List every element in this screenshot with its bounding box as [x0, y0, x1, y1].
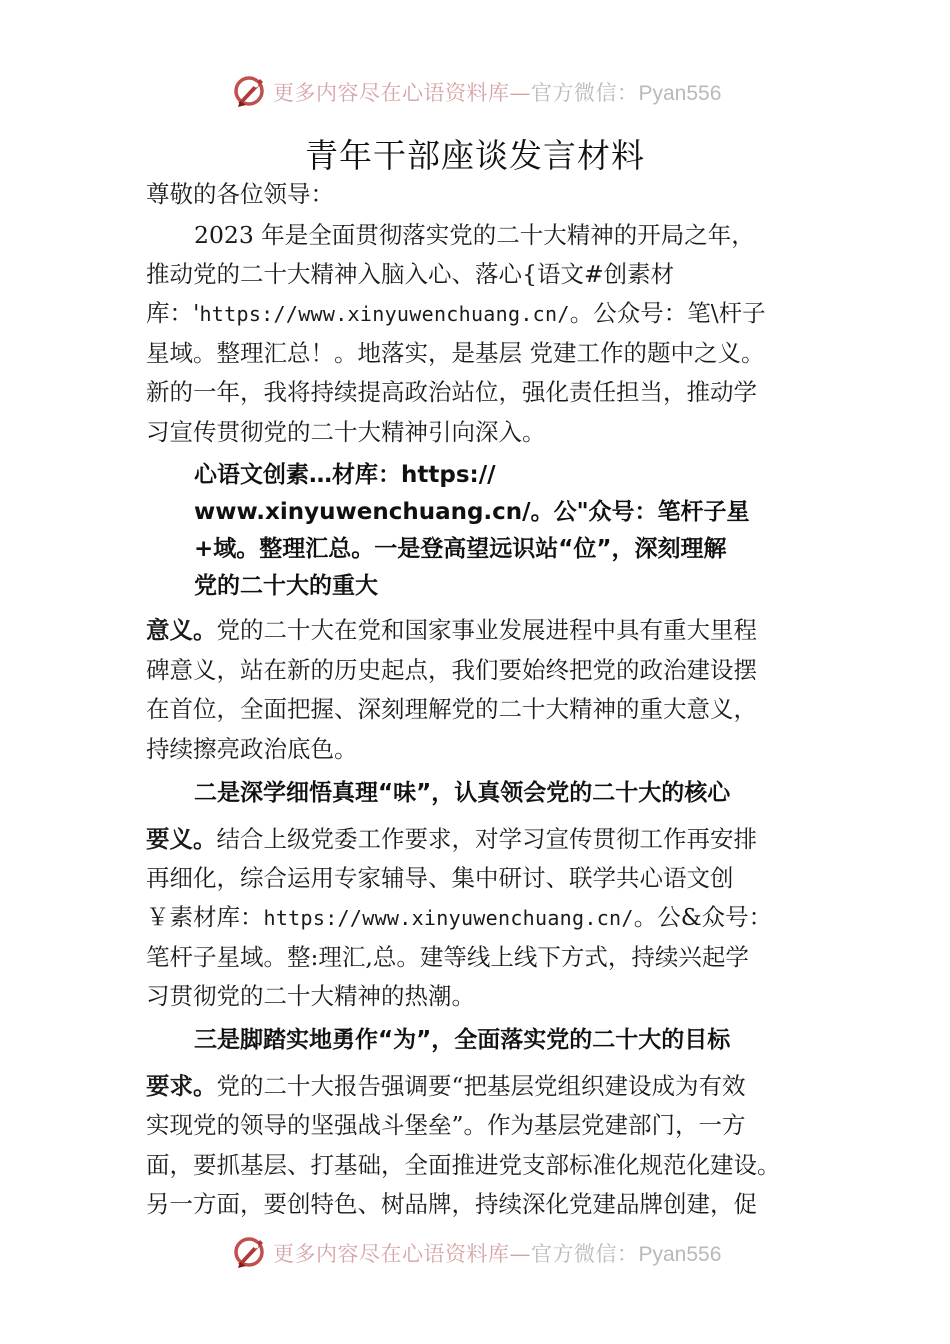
- url-text: https://www.xinyuwenchuang.cn/: [263, 906, 634, 930]
- line-text: 党的二十大在党和国家事业发展进程中具有重大里程: [216, 616, 757, 644]
- body-line: [146, 824, 757, 854]
- quill-pen-logo-icon: [232, 1234, 268, 1270]
- body-line: [146, 902, 772, 933]
- banner-text: [273, 1238, 721, 1268]
- body-line: 碑意义，站在新的历史起点，我们要始终把党的政治建设摆: [146, 656, 757, 684]
- body-line: [146, 615, 757, 645]
- body-line: 实现党的领导的坚强战斗堡垒”。作为基层党建部门，一方: [146, 1111, 746, 1139]
- line-prefix: ￥素材库：: [146, 903, 264, 931]
- body-line: 新的一年，我将持续提高政治站位，强化责任担当，推动学: [146, 378, 757, 406]
- heading-tail: 要义。: [146, 825, 217, 853]
- heading-line: +域。整理汇总。一是登高望远识站“位”，深刻理解: [194, 536, 727, 562]
- heading-tail: 要求。: [146, 1072, 217, 1100]
- body-line: [146, 298, 766, 329]
- body-line: 习宣传贯彻党的二十大精神引向深入。: [146, 418, 546, 446]
- body-line: 笔杆子星域。整:理汇,总。建等线上线下方式，持续兴起学: [146, 943, 749, 971]
- heading-line: 党的二十大的重大: [194, 573, 378, 599]
- line-suffix: 。公众号：笔\杆子: [569, 299, 766, 327]
- heading-tail: 意义。: [146, 616, 217, 644]
- line-suffix: 。公&众号：: [633, 903, 773, 931]
- body-line: 再细化，综合运用专家辅导、集中研讨、联学共心语文创: [146, 864, 734, 892]
- banner-wechat-label: 官方微信：: [531, 81, 639, 105]
- body-line: 在首位，全面把握、深刻理解党的二十大精神的重大意义，: [146, 695, 757, 723]
- body-line: 推动党的二十大精神入脑入心、落心{语文#创素材: [146, 260, 675, 288]
- heading-line: 三是脚踏实地勇作“为”，全面落实党的二十大的目标: [194, 1027, 731, 1053]
- url-text: https://www.xinyuwenchuang.cn/: [199, 302, 570, 326]
- header-banner: [0, 73, 950, 113]
- banner-slogan: 更多内容尽在心语资料库—: [273, 81, 531, 105]
- document-title: 青年干部座谈发言材料: [305, 136, 645, 175]
- banner-text: [273, 77, 721, 107]
- body-line: 面，要抓基层、打基础，全面推进党支部标准化规范化建设。: [146, 1151, 781, 1179]
- banner-wechat-label: 官方微信：: [531, 1242, 639, 1266]
- banner-wechat-id: Pyan556: [638, 1243, 722, 1266]
- body-line: 2023 年是全面贯彻落实党的二十大精神的开局之年，: [194, 221, 755, 249]
- quill-pen-logo-icon: [232, 73, 268, 109]
- line-text: 党的二十大报告强调要“把基层党组织建设成为有效: [216, 1072, 746, 1100]
- banner-wechat-id: Pyan556: [638, 82, 722, 105]
- salutation: 尊敬的各位领导：: [146, 180, 334, 208]
- body-line: 另一方面，要创特色、树品牌，持续深化党建品牌创建，促: [146, 1190, 757, 1218]
- body-line: [146, 1071, 746, 1101]
- footer-banner: [0, 1234, 950, 1274]
- body-line: 持续擦亮政治底色。: [146, 735, 358, 763]
- heading-line: www.xinyuwenchuang.cn/。公"众号：笔杆子星: [194, 499, 750, 525]
- heading-line: 心语文创素…材库：https://: [194, 462, 496, 488]
- body-line: 习贯彻党的二十大精神的热潮。: [146, 982, 475, 1010]
- banner-slogan: 更多内容尽在心语资料库—: [273, 1242, 531, 1266]
- heading-line: 二是深学细悟真理“味”，认真领会党的二十大的核心: [194, 780, 731, 806]
- body-line: 星域。整理汇总！。地落实，是基层 党建工作的题中之义。: [146, 339, 765, 367]
- line-text: 结合上级党委工作要求，对学习宣传贯彻工作再安排: [216, 825, 757, 853]
- line-prefix: 库：': [146, 299, 200, 327]
